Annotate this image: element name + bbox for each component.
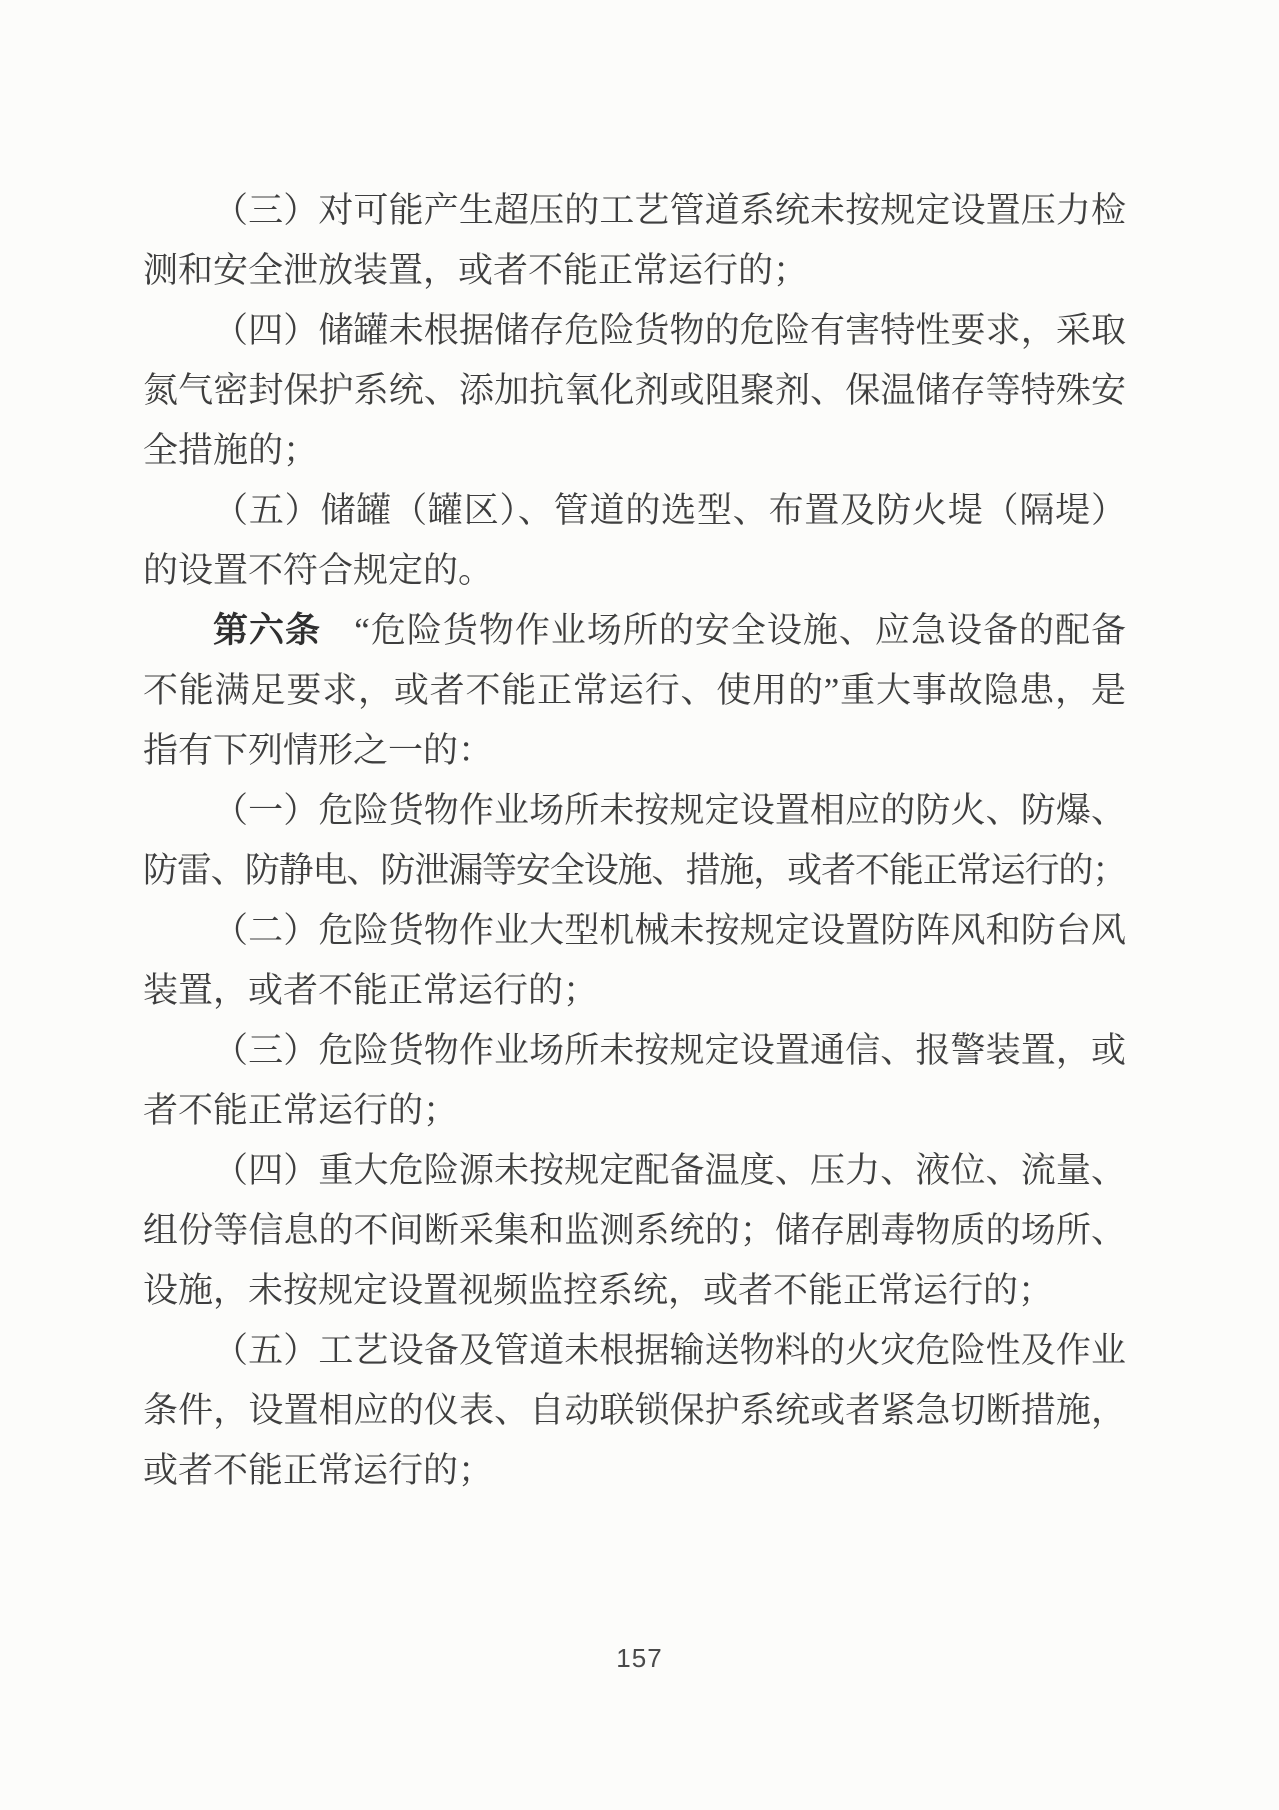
text-line: （四）储罐未根据储存危险货物的危险有害特性要求，采取 (213, 311, 1126, 350)
text-line: （三）危险货物作业场所未按规定设置通信、报警装置，或 (213, 1031, 1126, 1070)
text-line: 的设置不符合规定的。 (143, 551, 494, 590)
article-heading: 第六条 (213, 611, 322, 650)
text-line: （一）危险货物作业场所未按规定设置相应的防火、防爆、 (213, 791, 1126, 830)
text-line: 组份等信息的不间断采集和监测系统的；储存剧毒物质的场所、 (143, 1211, 1126, 1250)
text-line: 全措施的； (143, 431, 319, 470)
text-line: 不能满足要求，或者不能正常运行、使用的”重大事故隐患，是 (143, 671, 1126, 710)
text-line: 装置，或者不能正常运行的； (143, 971, 599, 1010)
text-line: （三）对可能产生超压的工艺管道系统未按规定设置压力检 (213, 191, 1126, 230)
text-line: 条件，设置相应的仪表、自动联锁保护系统或者紧急切断措施， (143, 1391, 1126, 1430)
text-line: （二）危险货物作业大型机械未按规定设置防阵风和防台风 (213, 911, 1126, 950)
text-line: 氮气密封保护系统、添加抗氧化剂或阻聚剂、保温储存等特殊安 (143, 371, 1126, 410)
text-line: 防雷、防静电、防泄漏等安全设施、措施，或者不能正常运行的； (143, 851, 1126, 890)
text-line: 第六条 “危险货物作业场所的安全设施、应急设备的配备 (213, 611, 1126, 650)
text-line: 测和安全泄放装置，或者不能正常运行的； (143, 251, 809, 290)
document-body (143, 181, 1126, 1501)
text-line: 或者不能正常运行的； (143, 1451, 494, 1490)
text-line: （五）工艺设备及管道未根据输送物料的火灾危险性及作业 (213, 1331, 1126, 1370)
page-number: 157 (616, 1643, 663, 1673)
text-line: （四）重大危险源未按规定配备温度、压力、液位、流量、 (213, 1151, 1126, 1190)
text-line: （五）储罐（罐区）、管道的选型、布置及防火堤（隔堤） (213, 491, 1126, 530)
text-line: 设施，未按规定设置视频监控系统，或者不能正常运行的； (143, 1271, 1054, 1310)
text-line: 指有下列情形之一的： (143, 731, 494, 770)
text-line: 者不能正常运行的； (143, 1091, 459, 1130)
